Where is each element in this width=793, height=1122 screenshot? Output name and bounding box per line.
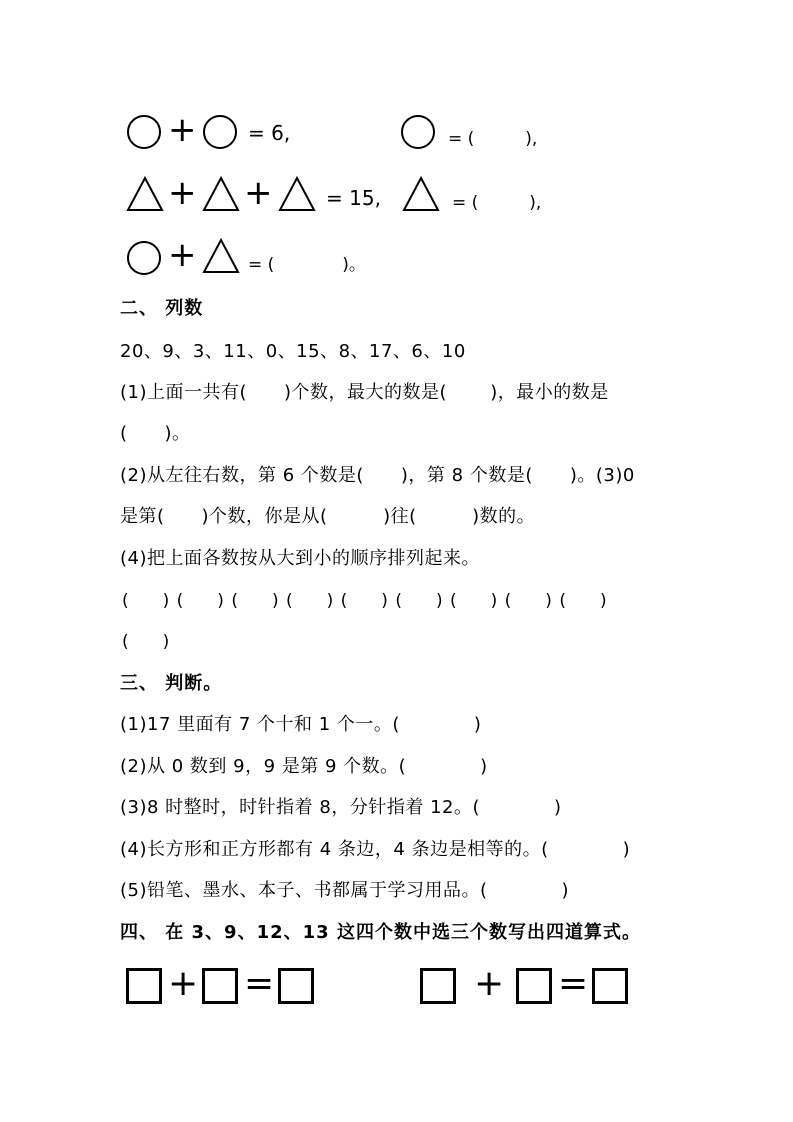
- answer-box[interactable]: [202, 968, 238, 1004]
- plus-sign: +: [168, 110, 197, 150]
- plus-sign: +: [474, 963, 505, 1004]
- plus-sign: +: [168, 963, 199, 1004]
- judgement-item: (1)17 里面有 7 个十和 1 个一。( ): [120, 714, 482, 735]
- answer-box[interactable]: [126, 968, 162, 1004]
- question-1-line2: ( )。: [120, 423, 191, 444]
- section4-heading: 四、 在 3、9、12、13 这四个数中选三个数写出四道算式。: [120, 922, 641, 943]
- triangle-icon: [402, 176, 440, 212]
- equals-sign: =: [244, 963, 275, 1004]
- number-list: 20、9、3、11、0、15、8、17、6、10: [120, 341, 466, 362]
- section2-heading: 二、 列数: [120, 298, 204, 319]
- ordering-blank-last[interactable]: ( ): [122, 632, 170, 652]
- judgement-item: (4)长方形和正方形都有 4 条边，4 条边是相等的。( ): [120, 839, 631, 860]
- equation-result: = 15,: [326, 186, 381, 210]
- triangle-icon: [126, 176, 164, 212]
- plus-sign: +: [168, 173, 197, 213]
- answer-box[interactable]: [278, 968, 314, 1004]
- section3-heading: 三、 判断。: [120, 673, 223, 694]
- circle-icon: [126, 114, 162, 150]
- triangle-icon: [202, 238, 240, 274]
- answer-blank[interactable]: = ( ),: [452, 193, 542, 213]
- answer-box[interactable]: [592, 968, 628, 1004]
- answer-box[interactable]: [516, 968, 552, 1004]
- plus-sign: +: [168, 235, 197, 275]
- equation-result: = 6,: [248, 121, 291, 145]
- circle-icon: [126, 240, 162, 276]
- judgement-item: (2)从 0 数到 9，9 是第 9 个数。( ): [120, 756, 488, 777]
- question-2-line1: (2)从左往右数，第 6 个数是( )，第 8 个数是( )。(3)0: [120, 465, 635, 486]
- ordering-blanks[interactable]: ( ) ( ) ( ) ( ) ( ) ( ) ( ) ( ) ( ): [122, 591, 607, 611]
- circle-icon: [400, 114, 436, 150]
- triangle-icon: [278, 176, 316, 212]
- circle-icon: [202, 114, 238, 150]
- judgement-item: (5)铅笔、墨水、本子、书都属于学习用品。( ): [120, 880, 570, 901]
- question-2-line2: 是第( )个数，你是从( )往( )数的。: [120, 506, 536, 527]
- triangle-icon: [202, 176, 240, 212]
- answer-box[interactable]: [420, 968, 456, 1004]
- answer-blank[interactable]: = ( ),: [448, 129, 538, 149]
- judgement-item: (3)8 时整时，时针指着 8，分针指着 12。( ): [120, 797, 562, 818]
- answer-blank[interactable]: = ( )。: [248, 255, 366, 275]
- plus-sign: +: [244, 173, 273, 213]
- equals-sign: =: [558, 963, 589, 1004]
- question-1-line1: (1)上面一共有( )个数，最大的数是( )，最小的数是: [120, 382, 609, 403]
- question-4-line1: (4)把上面各数按从大到小的顺序排列起来。: [120, 548, 480, 569]
